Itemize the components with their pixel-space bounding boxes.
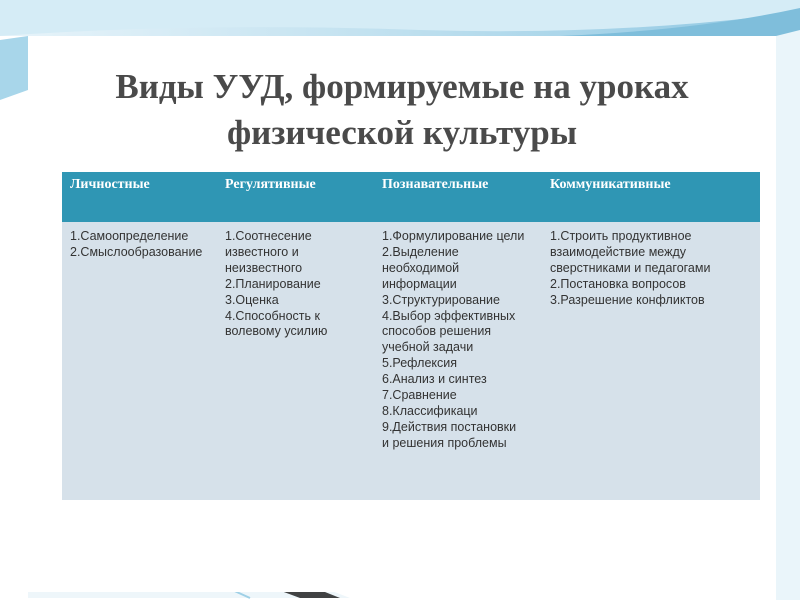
list-item: 2.Постановка вопросов <box>550 276 686 291</box>
header-cognitive: Познавательные <box>382 177 489 192</box>
list-item: 3.Оценка <box>225 292 279 307</box>
header-personal: Личностные <box>70 177 150 192</box>
list-item: 3.Разрешение конфликтов <box>550 292 705 307</box>
list-item: 1.Формулирование цели <box>382 229 525 243</box>
list-item: взаимодействие между <box>550 244 686 259</box>
cell-communicative <box>542 229 760 452</box>
cell-regulatory <box>217 229 374 452</box>
title-line-1: Виды УУД, формируемые на уроках <box>115 67 689 106</box>
list-item: 9.Действия постановки <box>382 419 517 434</box>
list-item: 1.Строить продуктивное <box>550 229 692 243</box>
table-header-row <box>62 172 760 222</box>
list-item: 6.Анализ и синтез <box>382 372 487 387</box>
list-item: 2.Планирование <box>225 276 321 291</box>
list-item: 1.Соотнесение <box>225 229 312 243</box>
uud-table <box>62 172 760 500</box>
list-item: способов решения <box>382 324 492 339</box>
list-item: 4.Выбор эффективных <box>382 308 516 323</box>
list-item: неизвестного <box>225 260 303 275</box>
list-item: 2.Смыслообразование <box>70 244 203 259</box>
list-item: известного и <box>225 244 299 259</box>
list-item: 1.Самоопределение <box>70 229 189 243</box>
list-item: 2.Выделение <box>382 244 459 259</box>
slide-title <box>28 64 776 156</box>
header-communicative: Коммуникативные <box>550 177 671 192</box>
list-item: необходимой <box>382 260 460 275</box>
list-item: 5.Рефлексия <box>382 356 458 371</box>
header-regulatory: Регулятивные <box>225 177 316 192</box>
list-item: 8.Классификаци <box>382 403 478 418</box>
list-item: и решения проблемы <box>382 435 507 450</box>
cell-personal <box>62 229 217 452</box>
cell-cognitive <box>374 229 542 452</box>
list-item: волевому усилию <box>225 324 328 339</box>
list-item: 7.Сравнение <box>382 388 457 403</box>
list-item: 4.Способность к <box>225 308 320 323</box>
title-line-2: физической культуры <box>226 113 578 152</box>
list-item: сверстниками и педагогами <box>550 260 711 275</box>
table-body-row <box>62 222 760 452</box>
list-item: информации <box>382 276 457 291</box>
list-item: 3.Структурирование <box>382 292 500 307</box>
slide <box>28 36 776 592</box>
list-item: учебной задачи <box>382 340 474 355</box>
